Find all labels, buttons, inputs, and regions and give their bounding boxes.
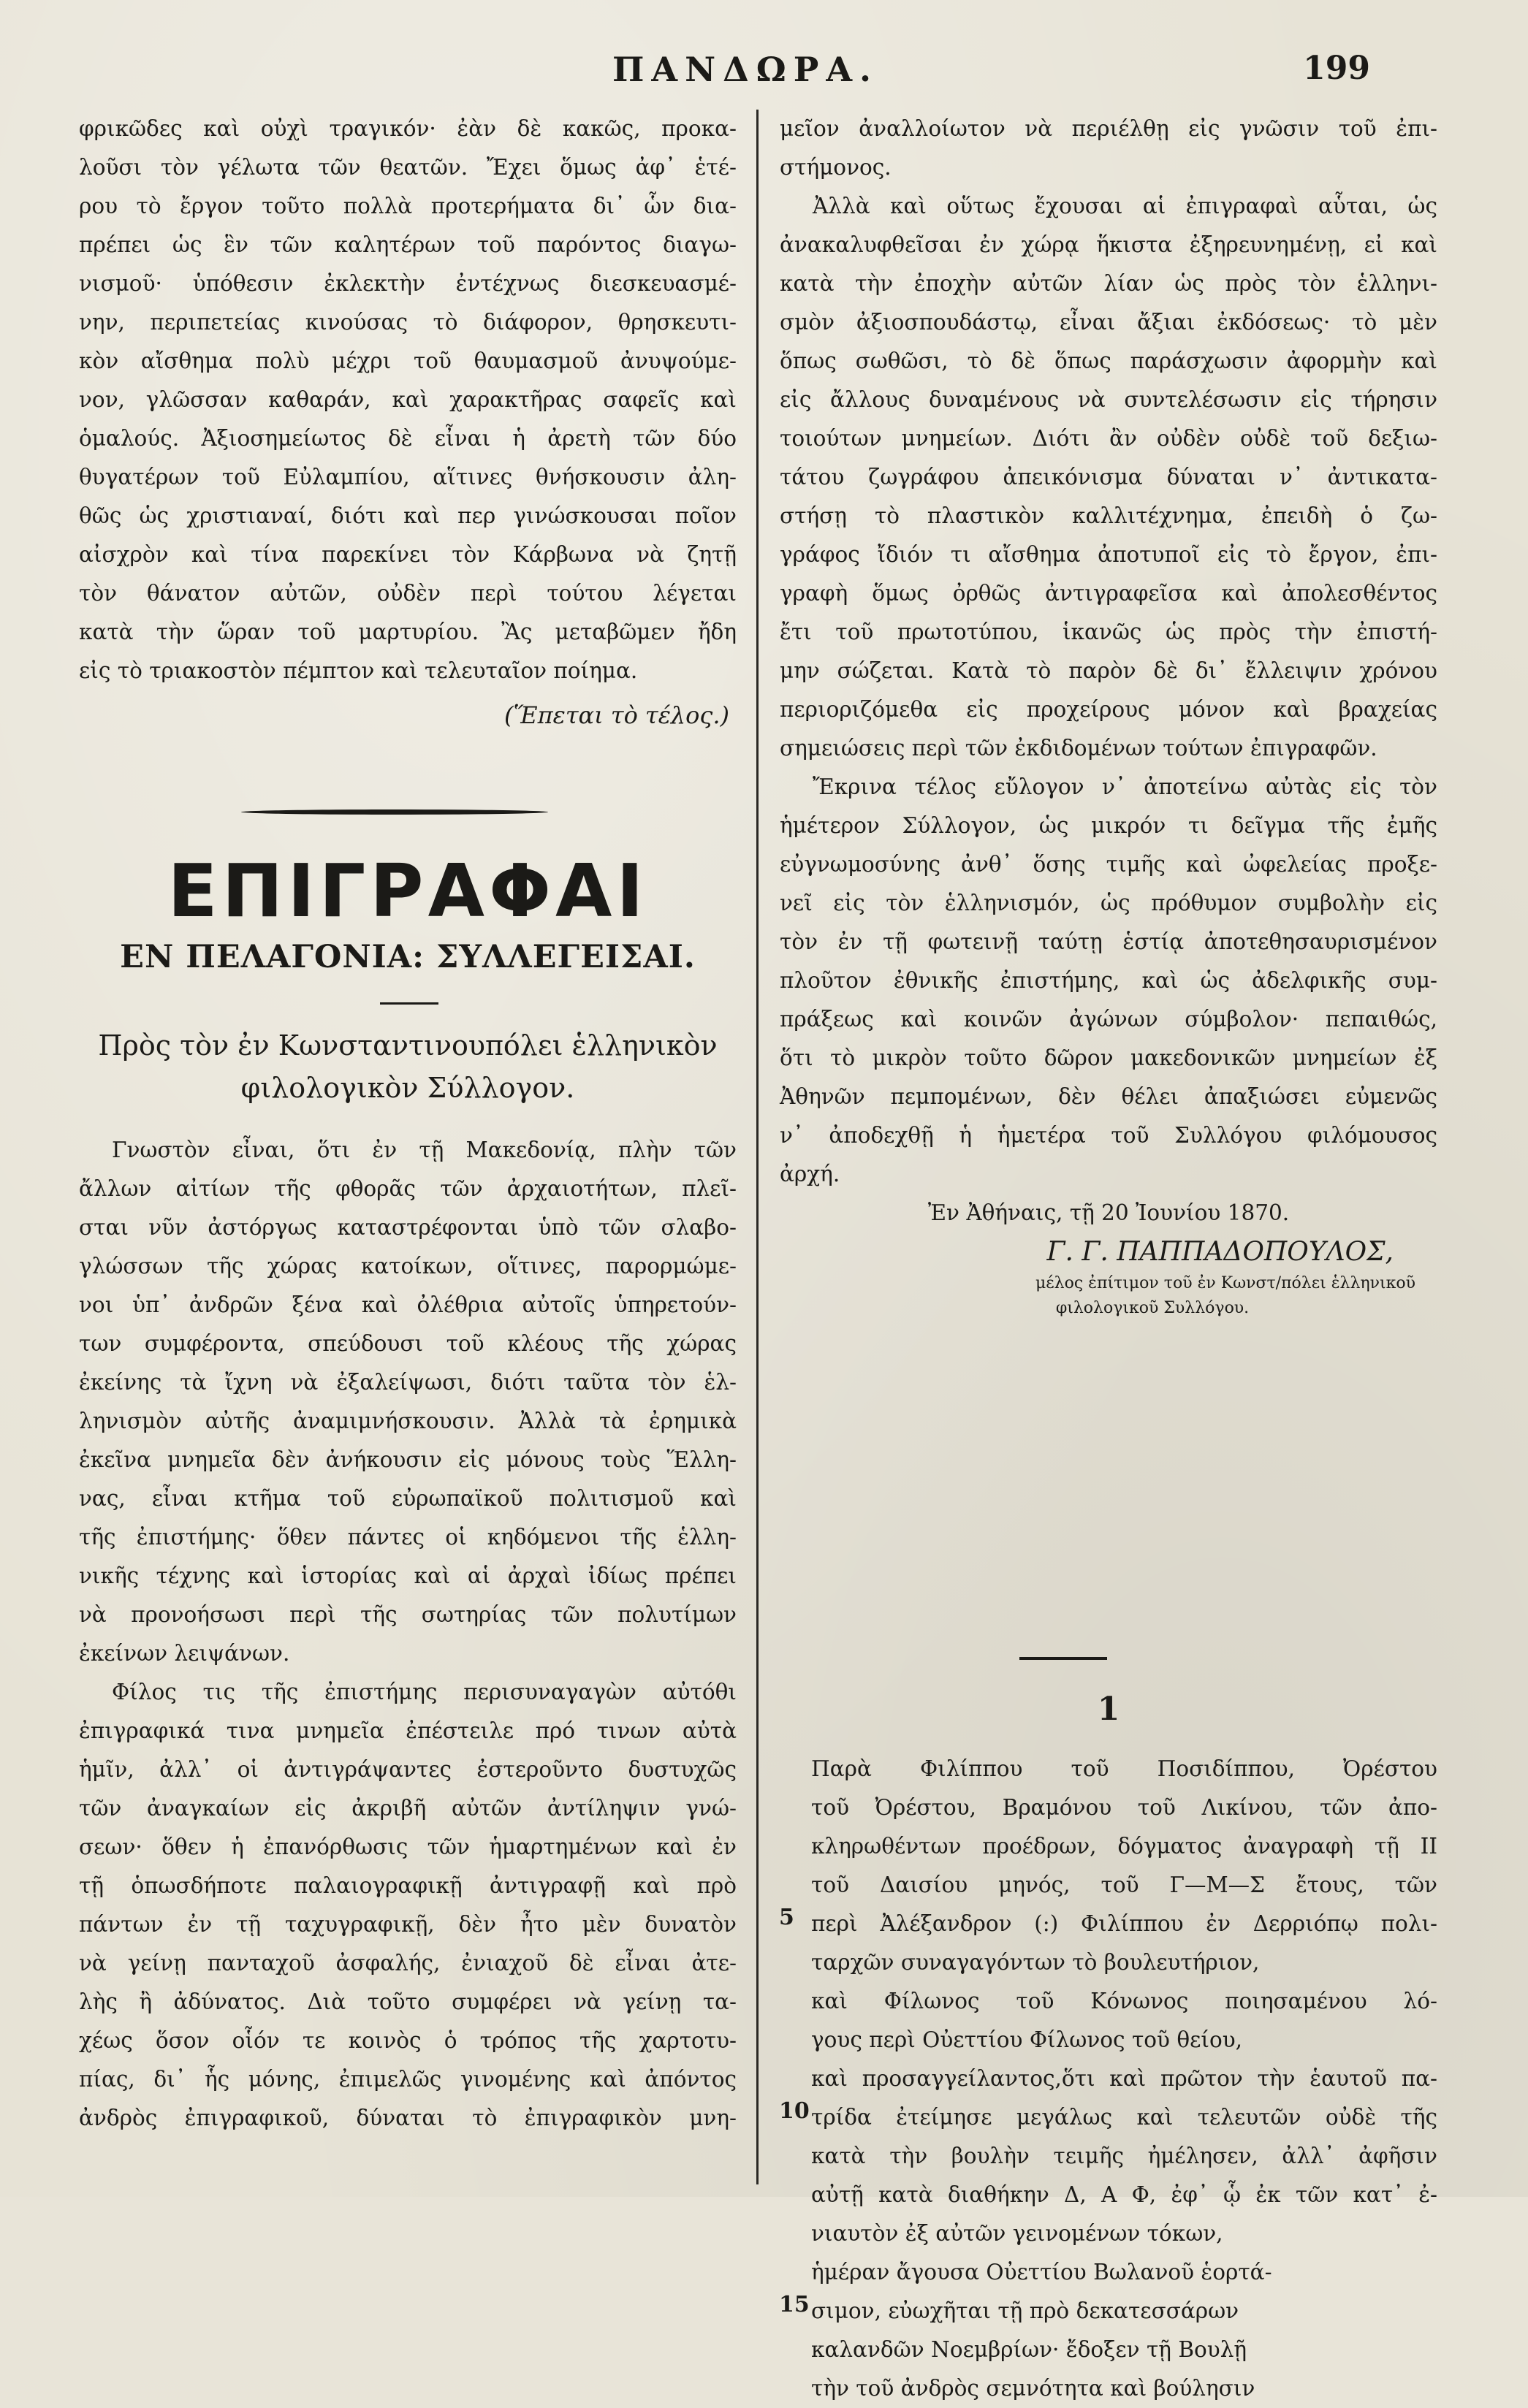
text-line: νεῖ εἰς τὸν ἑλληνισμόν, ὡς πρόθυμον συμβολὴν εἰς xyxy=(780,891,1437,915)
signature-name: Γ. Γ. ΠΑΠΠΑΔΟΠΟΥΛΟΣ, xyxy=(1046,1237,1394,1267)
text-line: ἀρχή. xyxy=(780,1162,840,1186)
text-line: χέως ὅσον οἷόν τε κοινὸς ὁ τρόπος τῆς χαρτοτυ- xyxy=(79,2028,737,2053)
text-line: νικῆς τέχνης καὶ ἱστορίας καὶ αἱ ἀρχαὶ ἰδίως πρέπει xyxy=(79,1563,737,1588)
to-be-continued-note: (Ἕπεται τὸ τέλος.) xyxy=(504,701,729,729)
section-subheading: ΕΝ ΠΕΛΑΓΟΝΙΑ: ΣΥΛΛΕΓΕΙΣΑΙ. xyxy=(120,939,696,975)
text-line: πλοῦτον ἐθνικῆς ἐπιστήμης, καὶ ὡς ἀδελφικῆς συμ- xyxy=(780,968,1437,993)
text-line: κατὰ τὴν ὥραν τοῦ μαρτυρίου. Ἂς μεταβῶμεν ἤδη xyxy=(79,620,737,644)
text-line: γράφος ἴδιόν τι αἴσθημα ἀποτυποῖ εἰς τὸ ἔργον, ἐπι- xyxy=(780,542,1437,567)
inscription-line: τοῦ Ὀρέστου, Βραμόνου τοῦ Λικίνου, τῶν ἀπο- xyxy=(811,1795,1437,1820)
text-line: νον, γλῶσσαν καθαράν, καὶ χαρακτῆρας σαφεῖς καὶ xyxy=(79,387,737,412)
text-line: πίας, δι᾽ ἧς μόνης, ἐπιμελῶς γινομένης καὶ ἀπόντος xyxy=(79,2067,737,2092)
text-line: Ἀθηνῶν πεμπομένων, δὲν θέλει ἀπαξιώσει εὐμενῶς xyxy=(780,1084,1437,1109)
text-line: γραφὴ ὅμως ὀρθῶς ἀντιγραφεῖσα καὶ ἀπολεσθέντος xyxy=(780,581,1437,606)
text-line: ν᾽ ἀποδεχθῇ ἡ ἡμετέρα τοῦ Συλλόγου φιλόμουσος xyxy=(780,1123,1437,1148)
inscription-line: κληρωθέντων προέδρων, δόγματος ἀναγραφὴ τῇ ΙΙ xyxy=(811,1834,1437,1859)
text-line: θυγατέρων τοῦ Εὐλαμπίου, αἵτινες θνήσκουσιν ἀλη- xyxy=(79,465,737,489)
text-line: ὅτι τὸ μικρὸν τοῦτο δῶρον μακεδονικῶν μνημείων ἐξ xyxy=(780,1045,1437,1070)
inscription-line-10-wrap xyxy=(779,2098,1437,2137)
left-column xyxy=(79,110,737,735)
text-line: λοῦσι τὸν γέλωτα τῶν θεατῶν. Ἔχει ὅμως ἀφ᾽ ἑτέ- xyxy=(79,155,737,180)
text-line: μην σώζεται. Κατὰ τὸ παρὸν δὲ δι᾽ ἔλλειψιν χρόνου xyxy=(780,658,1437,683)
text-line: τῆς ἐπιστήμης· ὅθεν πάντες οἱ κηδόμενοι τῆς ἑλλη- xyxy=(79,1525,737,1550)
signature-role: μέλος ἐπίτιμον τοῦ ἐν Κωνστ/πόλει ἑλληνικοῦ xyxy=(1035,1274,1415,1292)
inscription-line: σιμον, εὐωχῆται τῇ πρὸ δεκατεσσάρων xyxy=(811,2298,1239,2323)
inscription-line: περὶ Ἀλέξανδρον (:) Φιλίππου ἐν Δερριόπῳ πολι- xyxy=(811,1911,1437,1936)
line-number-10: 10 xyxy=(779,2098,810,2124)
inscription-line-5-wrap xyxy=(779,1905,1437,1943)
text-line: στήμονος. xyxy=(780,155,892,180)
text-line: πρέπει ὡς ἓν τῶν καλητέρων τοῦ παρόντος διαγω- xyxy=(79,232,737,257)
inscription-line-15-wrap xyxy=(779,2292,1437,2331)
text-line: εἰς τὸ τριακοστὸν πέμπτον καὶ τελευταῖον ποίημα. xyxy=(79,658,638,683)
inscription-line: τρίδα ἐτείμησε μεγάλως καὶ τελευτῶν οὐδὲ τῆς xyxy=(811,2105,1437,2130)
text-line: γλώσσων τῆς χώρας κατοίκων, οἵτινες, παρορμώμε- xyxy=(79,1254,737,1279)
address-line: Πρὸς τὸν ἐν Κωνσταντινουπόλει ἑλληνικὸν xyxy=(98,1029,718,1062)
inscription-text xyxy=(779,1750,1437,2408)
page-header-title: ΠΑΝΔΩΡΑ. xyxy=(612,50,879,89)
date-line: Ἐν Ἀθήναις, τῇ 20 Ἰουνίου 1870. xyxy=(927,1200,1290,1225)
inscription-line: αὐτῇ κατὰ διαθήκην Δ, Α Φ, ἐφ᾽ ᾧ ἐκ τῶν κατ᾽ ἐ- xyxy=(811,2182,1437,2207)
text-line: εὐγνωμοσύνης ἀνθ᾽ ὅσης τιμῆς καὶ ὠφελείας προξε- xyxy=(780,852,1437,877)
column-divider xyxy=(756,110,759,2184)
text-line: κατὰ τὴν ἐποχὴν αὐτῶν λίαν ὡς πρὸς τὸν ἑλληνι- xyxy=(780,271,1437,296)
text-line: κὸν αἴσθημα πολὺ μέχρι τοῦ θαυμασμοῦ ἀνυψούμε- xyxy=(79,348,737,373)
address-line: φιλολογικὸν Σύλλογον. xyxy=(240,1072,575,1104)
continuation-text xyxy=(79,110,737,690)
text-line: αἰσχρὸν καὶ τίνα παρεκίνει τὸν Κάρβωνα νὰ ζητῇ xyxy=(79,542,737,567)
text-line: σμὸν ἀξιοσπουδάστῳ, εἶναι ἄξιαι ἐκδόσεως· τὸ μὲν xyxy=(780,310,1437,335)
text-line: Γνωστὸν εἶναι, ὅτι ἐν τῇ Μακεδονίᾳ, πλὴν τῶν xyxy=(112,1138,737,1162)
page-number: 199 xyxy=(1303,50,1370,87)
text-line: ἐπιγραφικά τινα μνημεῖα ἐπέστειλε πρό τινων αὐτὰ xyxy=(79,1718,737,1743)
text-line: σημειώσεις περὶ τῶν ἐκδιδομένων τούτων ἐπιγραφῶν. xyxy=(780,736,1377,761)
inscription-line: ἡμέραν ἄγουσα Οὐεττίου Βωλανοῦ ἑορτά- xyxy=(811,2260,1272,2285)
text-line: ληνισμὸν αὐτῆς ἀναμιμνήσκουσιν. Ἀλλὰ τὰ ἐρημικὰ xyxy=(79,1409,737,1433)
text-line: πάντων ἐν τῇ ταχυγραφικῇ, δὲν ἦτο μὲν δυνατὸν xyxy=(79,1912,737,1937)
text-line: νοι ὑπ᾽ ἀνδρῶν ξένα καὶ ὀλέθρια αὐτοῖς ὑπηρετούν- xyxy=(79,1292,737,1317)
inscription-divider xyxy=(1019,1657,1107,1660)
inscription-line: καὶ Φίλωνος τοῦ Κόνωνος ποιησαμένου λό- xyxy=(811,1989,1437,2013)
text-line: ἄλλων αἰτίων τῆς φθορᾶς τῶν ἀρχαιοτήτων, πλεῖ- xyxy=(79,1176,737,1201)
text-line: πράξεως καὶ κοινῶν ἀγώνων σύμβολον· πεπαιθώς, xyxy=(780,1007,1437,1032)
inscription-line: καλανδῶν Νοεμβρίων· ἔδοξεν τῇ Βουλῇ xyxy=(811,2337,1247,2362)
address-block xyxy=(79,1024,737,1109)
text-line: περιοριζόμεθα εἰς προχείρους μόνον καὶ βραχείας xyxy=(780,697,1437,722)
text-line: τὸν θάνατον αὐτῶν, οὐδὲν περὶ τούτου λέγεται xyxy=(79,581,737,606)
text-line: νισμοῦ· ὑπόθεσιν ἐκλεκτὴν ἐντέχνως διεσκευασμέ- xyxy=(79,271,737,296)
text-line: ὁμαλούς. Ἀξιοσημείωτος δὲ εἶναι ἡ ἀρετὴ τῶν δύο xyxy=(79,426,737,451)
inscription-line: Παρὰ Φιλίππου τοῦ Ποσιδίππου, Ὀρέστου xyxy=(811,1756,1437,1781)
section-divider xyxy=(241,809,548,815)
text-line: ἀνδρὸς ἐπιγραφικοῦ, δύναται τὸ ἐπιγραφικὸν μνη- xyxy=(79,2106,737,2130)
text-line: ἐκείνων λειψάνων. xyxy=(79,1641,290,1666)
text-line: στήσῃ τὸ πλαστικὸν καλλιτέχνημα, ἐπειδὴ ὁ ζω- xyxy=(780,503,1437,528)
text-line: νην, περιπετείας κινούσας τὸ διάφορον, θρησκευτι- xyxy=(79,310,737,335)
text-line: τάτου ζωγράφου ἀπεικόνισμα δύναται ν᾽ ἀντικατα- xyxy=(780,465,1437,489)
inscription-line: καὶ προσαγγείλαντος,ὅτι καὶ πρῶτον τὴν ἑαυτοῦ πα- xyxy=(811,2066,1437,2091)
text-line: Ἔκρινα τέλος εὔλογον ν᾽ ἀποτείνω αὐτὰς εἰς τὸν xyxy=(813,774,1437,799)
text-line: Ἀλλὰ καὶ οὕτως ἔχουσαι αἱ ἐπιγραφαὶ αὗται, ὡς xyxy=(813,194,1437,218)
inscription-number: 1 xyxy=(1097,1691,1120,1728)
text-line: των συμφέροντα, σπεύδουσι τοῦ κλέους τῆς χώρας xyxy=(79,1331,737,1356)
text-line: εἰς ἄλλους δυναμένους νὰ συντελέσωσιν εἰς τήρησιν xyxy=(780,387,1437,412)
line-number-5: 5 xyxy=(779,1905,794,1930)
letter-body xyxy=(79,1131,737,2138)
text-line: τῶν ἀναγκαίων εἰς ἀκριβῆ αὐτῶν ἀντίληψιν γνώ- xyxy=(79,1796,737,1821)
text-line: ἔτι τοῦ πρωτοτύπου, ἱκανῶς ὡς πρὸς τὴν ἐπιστή- xyxy=(780,620,1437,644)
text-line: ἐκείνης τὰ ἴχνη νὰ ἐξαλείψωσι, διότι ταῦτα τὸν ἑλ- xyxy=(79,1370,737,1395)
text-line: σεων· ὅθεν ἡ ἐπανόρθωσις τῶν ἡμαρτημένων καὶ ἐν xyxy=(79,1834,737,1859)
small-divider xyxy=(380,1002,438,1005)
inscription-line: νιαυτὸν ἐξ αὐτῶν γεινομένων τόκων, xyxy=(811,2221,1223,2246)
right-column xyxy=(780,110,1437,1321)
text-line: ὅπως σωθῶσι, τὸ δὲ ὅπως παράσχωσιν ἀφορμὴν καὶ xyxy=(780,348,1437,373)
text-line: νας, εἶναι κτῆμα τοῦ εὐρωπαϊκοῦ πολιτισμοῦ καὶ xyxy=(79,1486,737,1511)
text-line: ἡμέτερον Σύλλογον, ὡς μικρόν τι δεῖγμα τῆς ἐμῆς xyxy=(780,813,1437,838)
text-line: νὰ γείνῃ πανταχοῦ ἀσφαλής, ἐνιαχοῦ δὲ εἶναι ἀτε- xyxy=(79,1951,737,1975)
text-line: ἡμῖν, ἀλλ᾽ οἱ ἀντιγράψαντες ἐστεροῦντο δυστυχῶς xyxy=(79,1757,737,1782)
inscription-line: κατὰ τὴν βουλὴν τειμῆς ἠμέλησεν, ἀλλ᾽ ἀφῆσιν xyxy=(811,2144,1437,2168)
text-line: ἀνακαλυφθεῖσαι ἐν χώρᾳ ἥκιστα ἐξηρευνημένῃ, εἰ καὶ xyxy=(780,232,1437,257)
inscription-line: τὴν τοῦ ἀνδρὸς σεμνότητα καὶ βούλησιν xyxy=(811,2376,1255,2401)
text-line: νὰ προνοήσωσι περὶ τῆς σωτηρίας τῶν πολυτίμων xyxy=(79,1602,737,1627)
text-line: λὴς ἢ ἀδύνατος. Διὰ τοῦτο συμφέρει νὰ γείνῃ τα- xyxy=(79,1989,737,2014)
signature-role: φιλολογικοῦ Συλλόγου. xyxy=(1055,1299,1250,1317)
inscription-line: ταρχῶν συναγαγόντων τὸ βουλευτήριον, xyxy=(811,1950,1260,1975)
text-line: ἐκεῖνα μνημεῖα δὲν ἀνήκουσιν εἰς μόνους τοὺς Ἕλλη- xyxy=(79,1447,737,1472)
text-line: φρικῶδες καὶ οὐχὶ τραγικόν· ἐὰν δὲ κακῶς, προκα- xyxy=(79,116,737,141)
text-line: Φίλος τις τῆς ἐπιστήμης περισυναγαγὼν αὐτόθι xyxy=(112,1680,737,1704)
text-line: σται νῦν ἀστόργως καταστρέφονται ὑπὸ τῶν σλαβο- xyxy=(79,1215,737,1240)
text-line: τῇ ὁπωσδήποτε παλαιογραφικῇ ἀντιγραφῇ καὶ πρὸ xyxy=(79,1873,737,1898)
text-line: τὸν ἐν τῇ φωτεινῇ ταύτῃ ἑστίᾳ ἀποτεθησαυρισμένον xyxy=(780,929,1437,954)
text-line: τοιούτων μνημείων. Διότι ἂν οὐδὲν οὐδὲ τοῦ δεξιω- xyxy=(780,426,1437,451)
text-line: θῶς ὡς χριστιαναί, διότι καὶ περ γινώσκουσαι ποῖον xyxy=(79,503,737,528)
line-number-15: 15 xyxy=(779,2292,810,2317)
inscription-line: τοῦ Δαισίου μηνός, τοῦ Γ—Μ—Σ ἔτους, τῶν xyxy=(811,1872,1437,1897)
text-line: μεῖον ἀναλλοίωτον νὰ περιέλθῃ εἰς γνῶσιν τοῦ ἐπι- xyxy=(780,116,1437,141)
inscription-line: γους περὶ Οὐεττίου Φίλωνος τοῦ θείου, xyxy=(811,2027,1243,2052)
section-heading: ΕΠΙΓΡΑΦΑΙ xyxy=(167,848,648,934)
text-line: ρου τὸ ἔργον τοῦτο πολλὰ προτερήματα δι᾽ ὧν δια- xyxy=(79,194,737,218)
